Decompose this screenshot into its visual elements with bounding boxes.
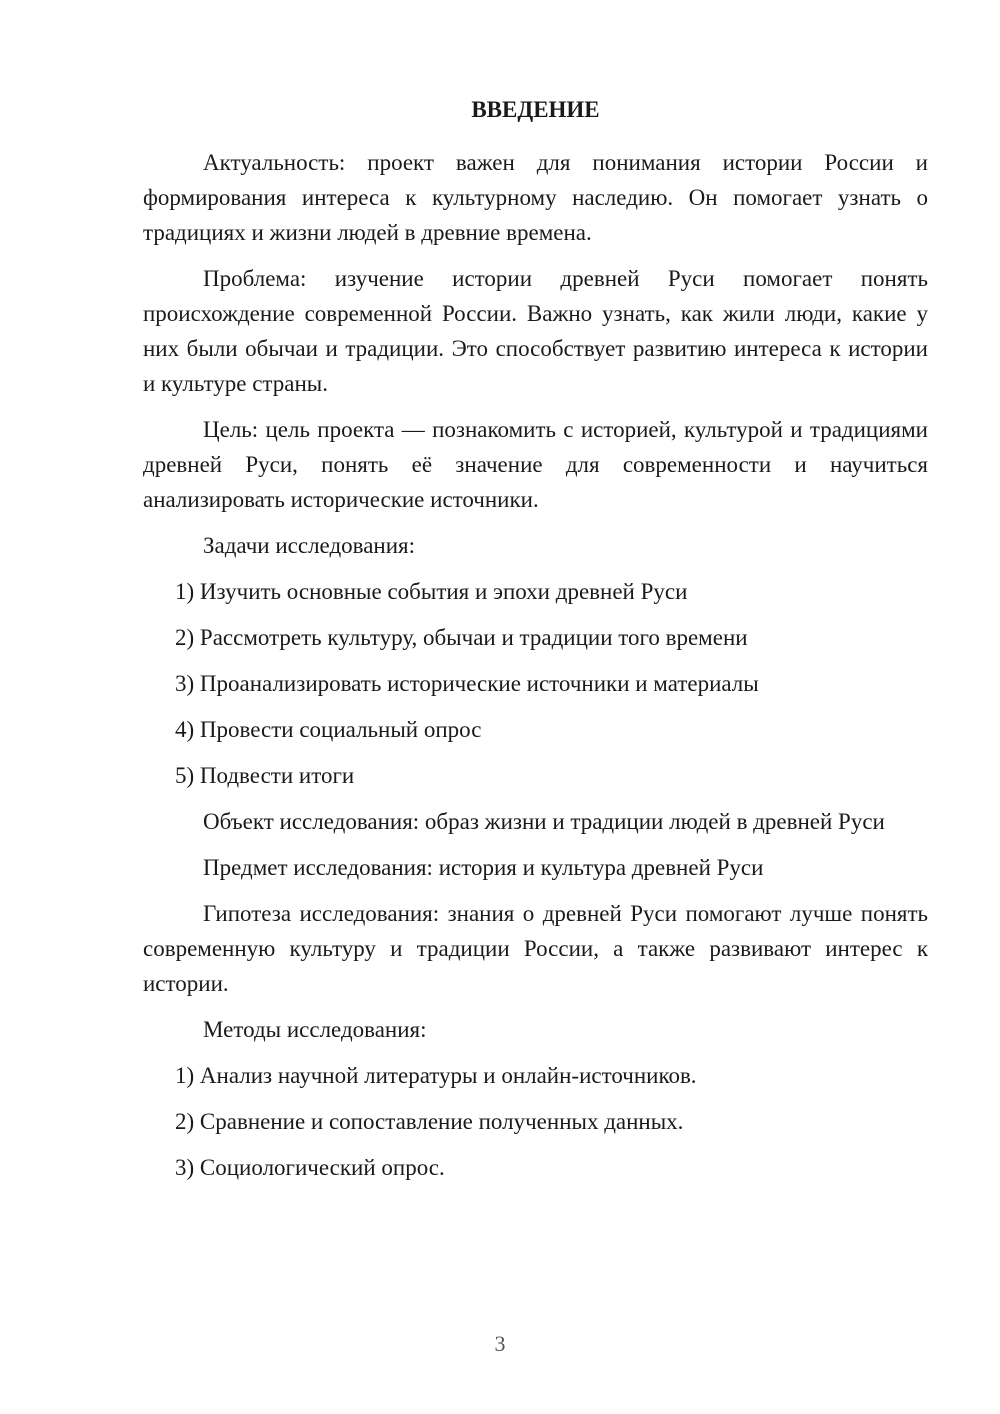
list-item: 1) Изучить основные события и эпохи древней Руси (175, 579, 688, 604)
methods-title: Методы исследования: (203, 1017, 427, 1042)
paragraph-goal: Цель: цель проекта — познакомить с историей, культурой и традициями древней Руси, понять её значение для современности и научиться анализировать исторические источники. (143, 417, 928, 512)
list-item: 4) Провести социальный опрос (175, 717, 482, 742)
tasks-title: Задачи исследования: (203, 533, 416, 558)
list-item: 5) Подвести итоги (175, 763, 355, 788)
list-item: 3) Проанализировать исторические источники и материалы (175, 671, 759, 696)
methods-list (143, 1058, 928, 1185)
paragraph-subject: Предмет исследования: история и культура древней Руси (203, 855, 764, 880)
paragraph-problem: Проблема: изучение истории древней Руси помогает понять происхождение современной России. Важно узнать, как жили люди, какие у них были обычаи и традиции. Это способствует развитию интереса к истории и культуре страны. (143, 266, 928, 396)
list-item: 2) Рассмотреть культуру, обычаи и традиции того времени (175, 625, 748, 650)
page-number: 3 (494, 1331, 506, 1356)
page-heading: ВВЕДЕНИЕ (471, 97, 600, 122)
paragraph-relevance: Актуальность: проект важен для понимания истории России и формирования интереса к культурному наследию. Он помогает узнать о традициях и жизни людей в древние времена. (143, 150, 928, 245)
list-item: 2) Сравнение и сопоставление полученных данных. (175, 1109, 684, 1134)
paragraph-hypothesis: Гипотеза исследования: знания о древней Руси помогают лучше понять современную культуру и традиции России, а также развивают интерес к истории. (143, 901, 928, 996)
document-page (143, 92, 928, 1196)
paragraph-object: Объект исследования: образ жизни и традиции людей в древней Руси (203, 809, 885, 834)
list-item: 3) Социологический опрос. (175, 1155, 445, 1180)
tasks-list (143, 574, 928, 793)
list-item: 1) Анализ научной литературы и онлайн-источников. (175, 1063, 697, 1088)
